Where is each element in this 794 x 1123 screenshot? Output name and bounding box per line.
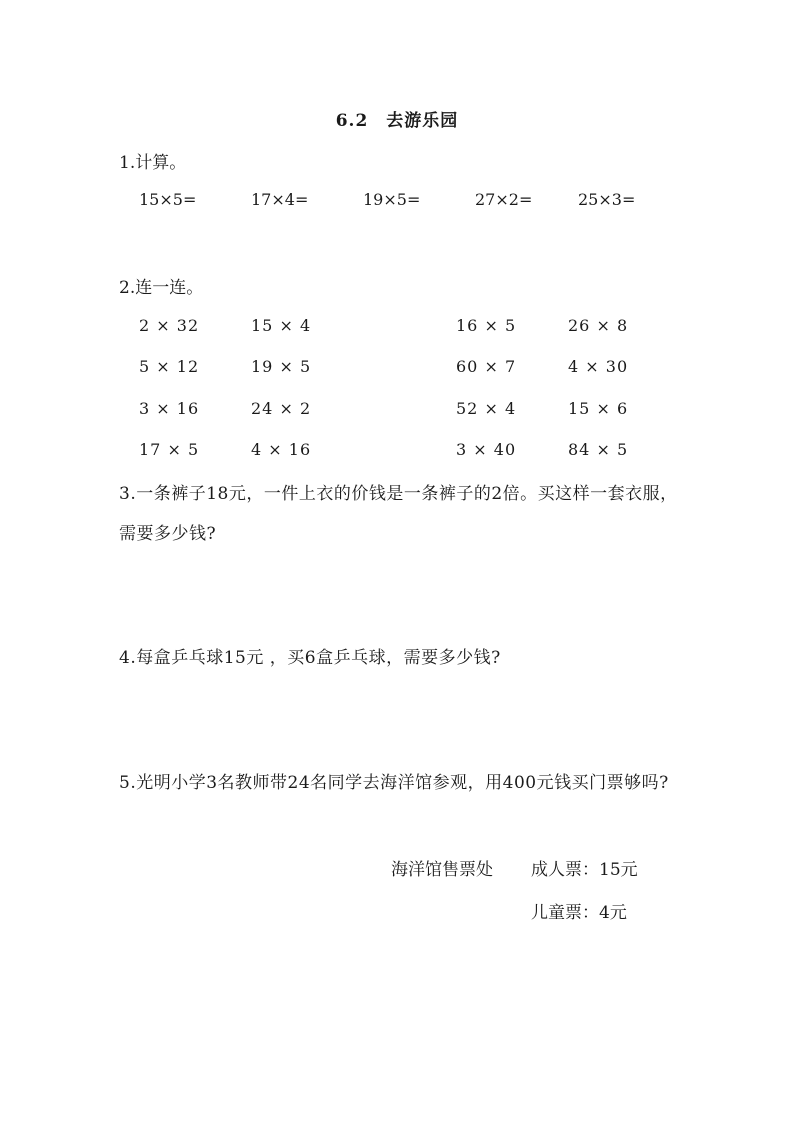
child-ticket-price: 儿童票：4元 — [531, 903, 627, 923]
question-3-text: 3.一条裤子18元，一件上衣的价钱是一条裤子的2倍。买这样一套衣服，需要多少钱? — [119, 484, 678, 544]
match-expression[interactable]: 2 × 32 — [139, 316, 200, 335]
match-expression[interactable]: 3 × 16 — [139, 399, 200, 418]
match-expression[interactable]: 26 × 8 — [568, 316, 629, 335]
calc-item: 27×2= — [475, 190, 533, 209]
match-expression[interactable]: 16 × 5 — [456, 316, 517, 335]
adult-ticket-price: 成人票：15元 — [531, 860, 638, 880]
question-4-text: 4.每盒乒乓球15元 ，买6盒乒乓球，需要多少钱? — [119, 648, 501, 668]
match-expression[interactable]: 4 × 30 — [568, 357, 629, 376]
question-1-heading: 1.计算。 — [119, 153, 187, 173]
match-expression[interactable]: 60 × 7 — [456, 357, 517, 376]
match-expression[interactable]: 15 × 4 — [251, 316, 312, 335]
match-expression[interactable]: 5 × 12 — [139, 357, 200, 376]
page-title: 6.2 去游乐园 — [335, 111, 459, 131]
match-expression[interactable]: 24 × 2 — [251, 399, 312, 418]
match-expression[interactable]: 3 × 40 — [456, 440, 517, 459]
match-expression[interactable]: 52 × 4 — [456, 399, 517, 418]
match-expression[interactable]: 4 × 16 — [251, 440, 312, 459]
calc-item: 17×4= — [251, 190, 309, 209]
match-expression[interactable]: 15 × 6 — [568, 399, 629, 418]
match-expression[interactable]: 19 × 5 — [251, 357, 312, 376]
calc-item: 25×3= — [578, 190, 636, 209]
calc-item: 19×5= — [363, 190, 421, 209]
match-expression[interactable]: 17 × 5 — [139, 440, 200, 459]
match-expression[interactable]: 84 × 5 — [568, 440, 629, 459]
question-5-text: 5.光明小学3名教师带24名同学去海洋馆参观，用400元钱买门票够吗? — [119, 773, 669, 793]
calc-item: 15×5= — [139, 190, 197, 209]
question-2-heading: 2.连一连。 — [119, 278, 204, 298]
ticket-office-label: 海洋馆售票处 — [391, 860, 493, 880]
